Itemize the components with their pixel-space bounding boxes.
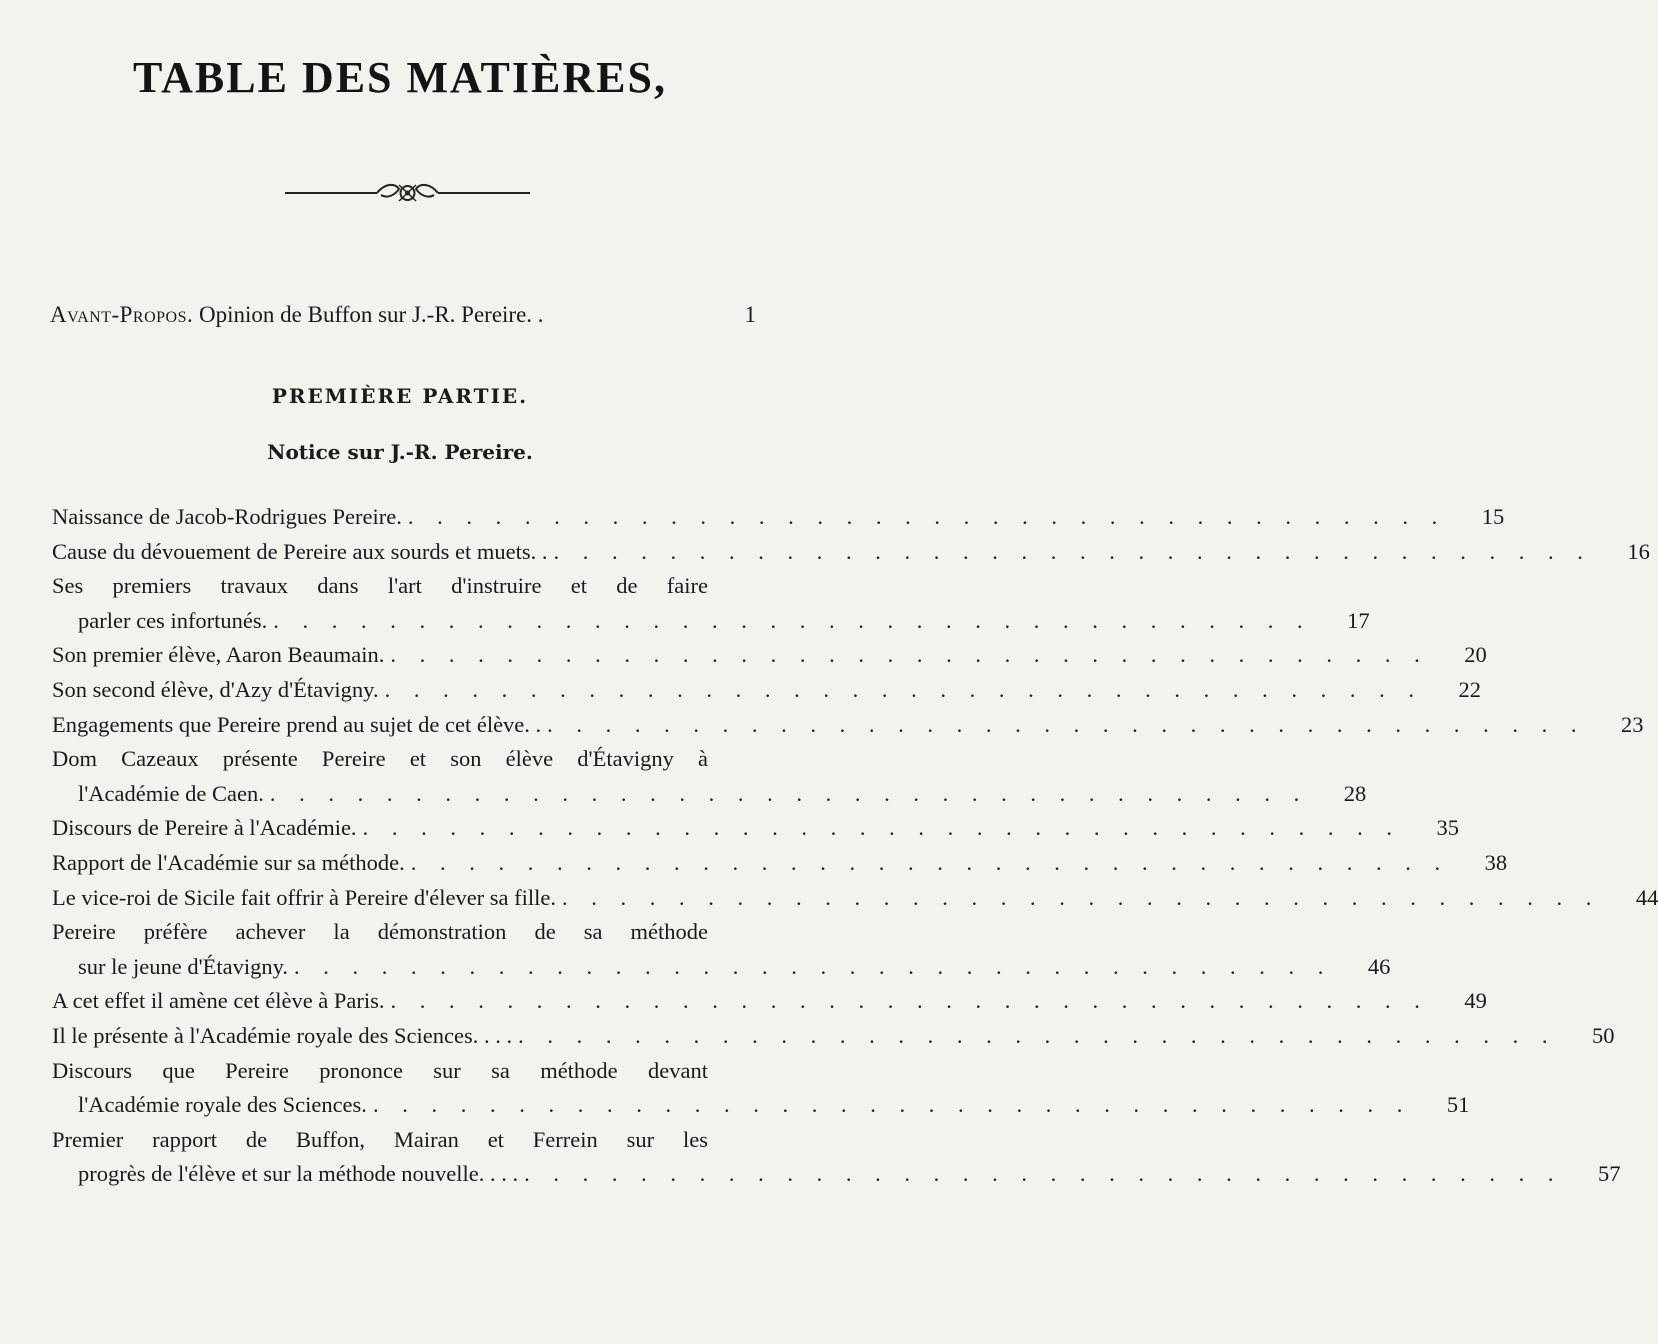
toc-entry-text: Son second élève, d'Azy d'Étavigny. xyxy=(52,676,379,702)
toc-line xyxy=(52,811,1459,846)
toc-entry-text: Premier rapport de Buffon, Mairan et Ferrein sur les xyxy=(52,1126,708,1152)
toc-entry-text: Cause du dévouement de Pereire aux sourds et muets. . xyxy=(52,538,548,564)
toc-page-number: 20 xyxy=(1464,642,1487,668)
part-subheading: Notice sur J.-R. Pereire. xyxy=(267,440,533,464)
dot-leader: . . . . . . . . . . . . . . . . . . . . . . . . . . . . . . . . . . . . xyxy=(553,538,1592,564)
dot-leader: . . . . . . . . . . . . . . . . . . . . . . . . . . . . . . . . . . . . xyxy=(384,676,1423,702)
part-heading: PREMIÈRE PARTIE. xyxy=(271,384,529,408)
toc-line xyxy=(52,846,1508,881)
toc-entry[interactable] xyxy=(52,915,1391,984)
toc-page-number: 51 xyxy=(1446,1092,1470,1118)
avant-propos-label: Avant-Propos. xyxy=(50,302,194,327)
toc-entry-text: Il le présente à l'Académie royale des Sciences. . . . xyxy=(52,1022,513,1048)
toc-page-number: 23 xyxy=(1621,711,1644,737)
avant-propos-page: 1 xyxy=(744,302,756,327)
toc-page-number: 15 xyxy=(1481,504,1505,529)
toc-line xyxy=(52,915,766,950)
toc-page-number: 44 xyxy=(1635,884,1658,910)
toc-line xyxy=(52,569,766,604)
dot-leader: . . . . . . . . . . . . . . . . . . . . . . . . . . . . . . . . . . . . xyxy=(372,1092,1412,1118)
toc-entry[interactable] xyxy=(52,742,1367,811)
dot-leader: . . . . . . . . . . . . . . . . . . . . . . . . . . . . . . . . . . . . xyxy=(294,953,1333,979)
toc-entry-text: l'Académie royale des Sciences. xyxy=(78,1092,367,1118)
page-title: TABLE DES MATIÈRES, xyxy=(133,53,667,102)
toc-line xyxy=(52,1157,1621,1192)
toc-entry[interactable] xyxy=(52,500,1505,535)
toc-page-number: 49 xyxy=(1464,988,1487,1014)
toc-entry-text: Pereire préfère achever la démonstration de sa méthode xyxy=(52,919,708,945)
toc-line xyxy=(52,742,766,777)
toc-entry-text: Discours que Pereire prononce sur sa méthode devant xyxy=(52,1057,708,1083)
toc-entry[interactable] xyxy=(52,638,1487,673)
toc-entry[interactable] xyxy=(52,1019,1615,1054)
toc-entry-text: Le vice-roi de Sicile fait offrir à Pereire d'élever sa fille. xyxy=(52,884,557,910)
toc-entry[interactable] xyxy=(52,569,1370,638)
toc-entry[interactable] xyxy=(52,984,1487,1019)
toc-entry[interactable] xyxy=(52,535,1650,570)
dot-leader: . . . . . . . . . . . . . . . . . . . . . . . . . . . . . . . . . . . . xyxy=(390,988,1429,1014)
toc-line xyxy=(52,708,1644,743)
toc-entry[interactable] xyxy=(52,1123,1621,1192)
toc-page-number: 57 xyxy=(1598,1161,1621,1187)
toc-line xyxy=(52,881,1658,916)
toc-entry-text: Son premier élève, Aaron Beaumain. xyxy=(52,642,385,668)
toc-page-number: 28 xyxy=(1343,780,1367,806)
dot-leader: . . . . . . . . . . . . . . . . . . . . . . . . . . . . . . . . . . . . xyxy=(269,780,1309,806)
dot-leader: . . . . . . . . . . . . . . . . . . . . . . . . . . . . . . . . . . . . xyxy=(524,1161,1563,1187)
toc-line xyxy=(52,638,1487,673)
dot-leader: . . . . . . . . . . . . . . . . . . . . . . . . . . . . . . . . . . . . xyxy=(410,849,1450,875)
toc-line xyxy=(52,777,1367,812)
toc-entry-text: Discours de Pereire à l'Académie. xyxy=(52,815,357,841)
toc-line xyxy=(52,950,1391,985)
toc-entry-text: parler ces infortunés. xyxy=(78,607,268,633)
toc-page-number: 22 xyxy=(1458,676,1481,702)
toc-line xyxy=(52,673,1481,708)
toc-entry[interactable] xyxy=(52,881,1658,916)
toc-line xyxy=(52,500,1505,535)
toc-entry-text: Dom Cazeaux présente Pereire et son élève d'Étavigny à xyxy=(52,746,708,772)
decorative-rule-icon xyxy=(285,175,530,211)
toc-entry[interactable] xyxy=(52,708,1644,743)
toc-entry-text: Engagements que Pereire prend au sujet de cet élève. . xyxy=(52,711,542,737)
toc-page-number: 46 xyxy=(1367,953,1391,979)
dot-leader: . . . . . . . . . . . . . . . . . . . . . . . . . . . . . . . . . . . . xyxy=(407,504,1447,529)
toc-page-number: 35 xyxy=(1436,815,1459,841)
toc-line xyxy=(52,1019,1615,1054)
dot-leader: . . . . . . . . . . . . . . . . . . . . . . . . . . . . . . . . . . . . xyxy=(390,642,1429,668)
dot-leader: . . . . . . . . . . . . . . . . . . . . . . . . . . . . . . . . . . . . xyxy=(273,607,1312,633)
toc-line xyxy=(52,1088,1470,1123)
toc-entry[interactable] xyxy=(52,846,1508,881)
toc-entry[interactable] xyxy=(52,1054,1470,1123)
avant-propos-entry[interactable] xyxy=(50,302,756,328)
toc-entry-text: progrès de l'élève et sur la méthode nouvelle. . . . xyxy=(78,1161,519,1187)
toc-entry-text: l'Académie de Caen. xyxy=(78,780,264,806)
toc-line xyxy=(52,604,1370,639)
toc-entry[interactable] xyxy=(52,673,1481,708)
toc-entry-text: Rapport de l'Académie sur sa méthode. xyxy=(52,849,405,875)
toc-page-number: 38 xyxy=(1484,849,1508,875)
toc-line xyxy=(52,1123,766,1158)
toc-entry[interactable] xyxy=(52,811,1459,846)
toc-list xyxy=(52,500,1658,1192)
dot-leader: . . . . . . . . . . . . . . . . . . . . . . . . . . . . . . . . . . . . xyxy=(362,815,1401,841)
avant-propos-text: Opinion de Buffon sur J.-R. Pereire. . xyxy=(199,302,544,327)
toc-line xyxy=(52,1054,766,1089)
toc-entry-text: Ses premiers travaux dans l'art d'instruire et de faire xyxy=(52,573,708,599)
dot-leader: . . . . . . . . . . . . . . . . . . . . . . . . . . . . . . . . . . . . xyxy=(518,1022,1557,1048)
toc-line xyxy=(52,984,1487,1019)
toc-entry-text: A cet effet il amène cet élève à Paris. xyxy=(52,988,385,1014)
toc-page-number: 17 xyxy=(1347,607,1370,633)
dot-leader: . . . . . . . . . . . . . . . . . . . . . . . . . . . . . . . . . . . . xyxy=(562,884,1601,910)
toc-line xyxy=(52,535,1650,570)
toc-page-number: 50 xyxy=(1591,1022,1615,1048)
toc-entry-text: sur le jeune d'Étavigny. xyxy=(78,953,289,979)
toc-page-number: 16 xyxy=(1627,538,1650,564)
toc-entry-text: Naissance de Jacob-Rodrigues Pereire. xyxy=(52,504,402,529)
dot-leader: . . . . . . . . . . . . . . . . . . . . . . . . . . . . . . . . . . . . xyxy=(547,711,1586,737)
